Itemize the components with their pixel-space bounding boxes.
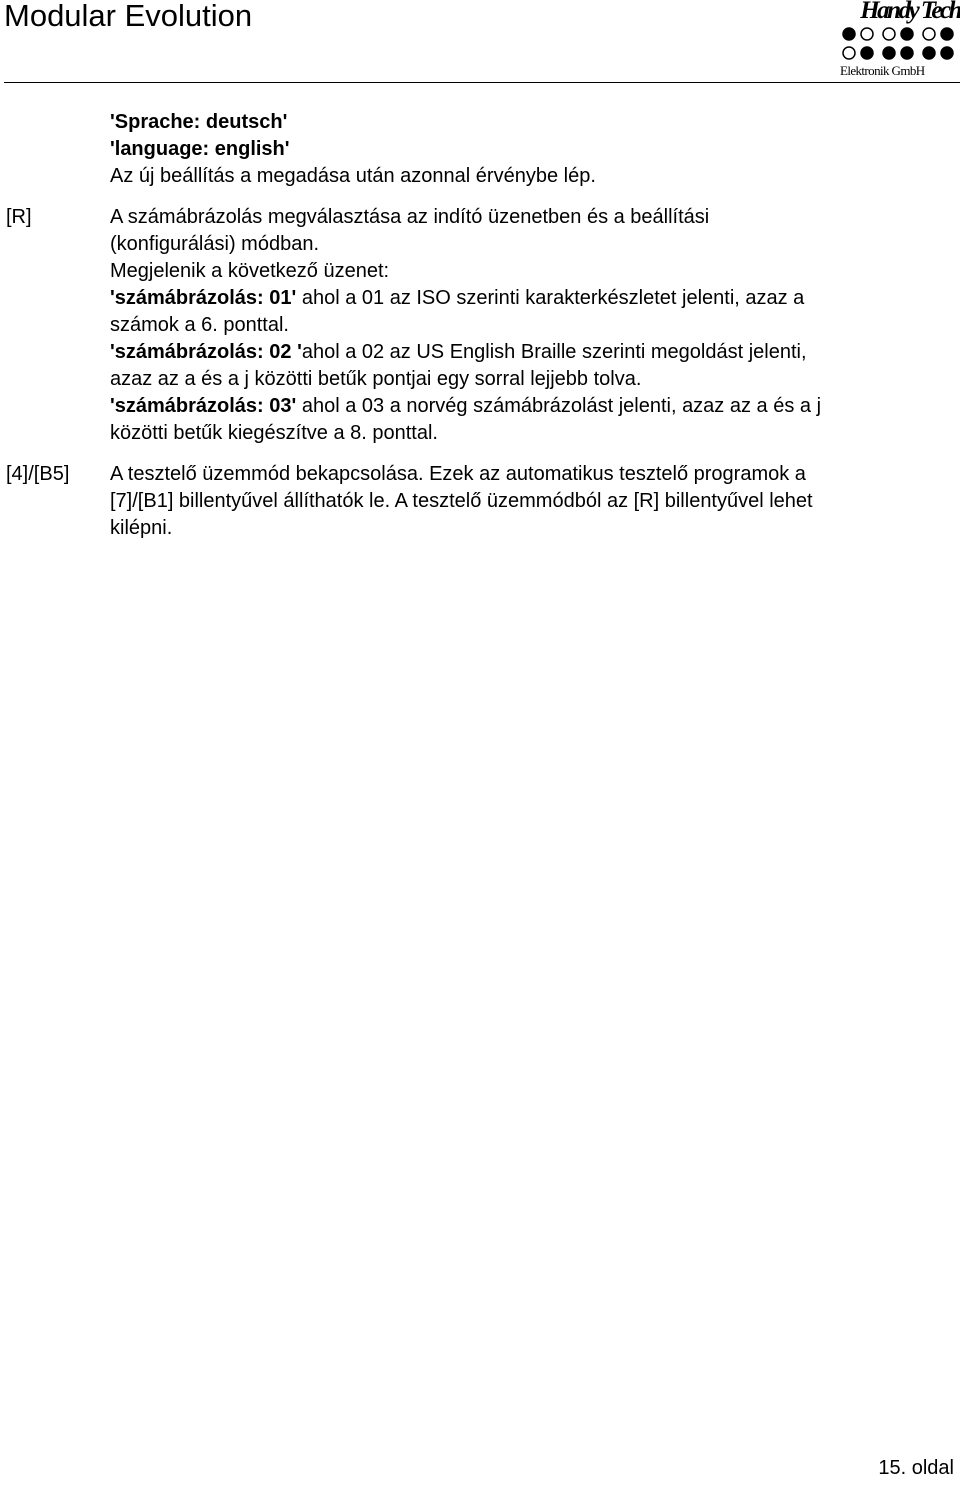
- entry-4b5-line-1: A tesztelő üzemmód bekapcsolása. Ezek az automatikus tesztelő programok a: [110, 463, 806, 485]
- key-label-4-b5: [4]/[B5]: [6, 463, 70, 485]
- header-rule: [4, 82, 960, 83]
- entry-r-line-9: közötti betűk kiegészítve a 8. ponttal.: [110, 422, 438, 444]
- language-english-text: 'language: english': [110, 138, 290, 160]
- logo-brand-text: Handy Tech: [860, 0, 960, 24]
- entry-4b5-line-3: kilépni.: [110, 517, 173, 539]
- number-format-01: 'számábrázolás: 01': [110, 287, 297, 309]
- entry-4b5-line-2: [7]/[B1] billentyűvel állíthatók le. A tesztelő üzemmódból az [R] billentyűvel lehet: [110, 490, 813, 512]
- entry-r-line-5: számok a 6. ponttal.: [110, 314, 289, 336]
- entry-r-line-2: (konfigurálási) módban.: [110, 233, 319, 255]
- language-german-text: 'Sprache: deutsch': [110, 111, 288, 133]
- document-title: Modular Evolution: [4, 0, 253, 33]
- entry-r-line-3: Megjelenik a következő üzenet:: [110, 260, 390, 282]
- entry-r-line-6: 'számábrázolás: 02 'ahol a 02 az US English Braille szerinti megoldást jelenti,: [110, 341, 807, 363]
- page-number: 15. oldal: [878, 1457, 954, 1479]
- entry-r-line-8: 'számábrázolás: 03' ahol a 03 a norvég számábrázolást jelenti, azaz az a és a j: [110, 395, 822, 417]
- key-label-r: [R]: [6, 206, 32, 228]
- number-format-03: 'számábrázolás: 03': [110, 395, 297, 417]
- key-entry-4-b5: [0, 461, 960, 542]
- entry-r-line-4: 'számábrázolás: 01' ahol a 01 az ISO szerinti karakterkészletet jelenti, azaz a: [110, 287, 805, 309]
- number-format-02: 'számábrázolás: 02 ': [110, 341, 302, 363]
- handy-tech-logo: [836, 0, 960, 80]
- entry-r-line-7: azaz az a és a j közötti betűk pontjai egy sorral lejjebb tolva.: [110, 368, 642, 390]
- document-body: [0, 109, 960, 542]
- setting-effect-text: Az új beállítás a megadása után azonnal érvénybe lép.: [110, 165, 596, 187]
- language-setting-block: [0, 109, 960, 190]
- braille-dots-icon: [842, 26, 958, 62]
- key-entry-r: [0, 204, 960, 447]
- logo-subtitle: Elektronik GmbH: [840, 63, 925, 78]
- entry-r-line-1: A számábrázolás megválasztása az indító üzenetben és a beállítási: [110, 206, 710, 228]
